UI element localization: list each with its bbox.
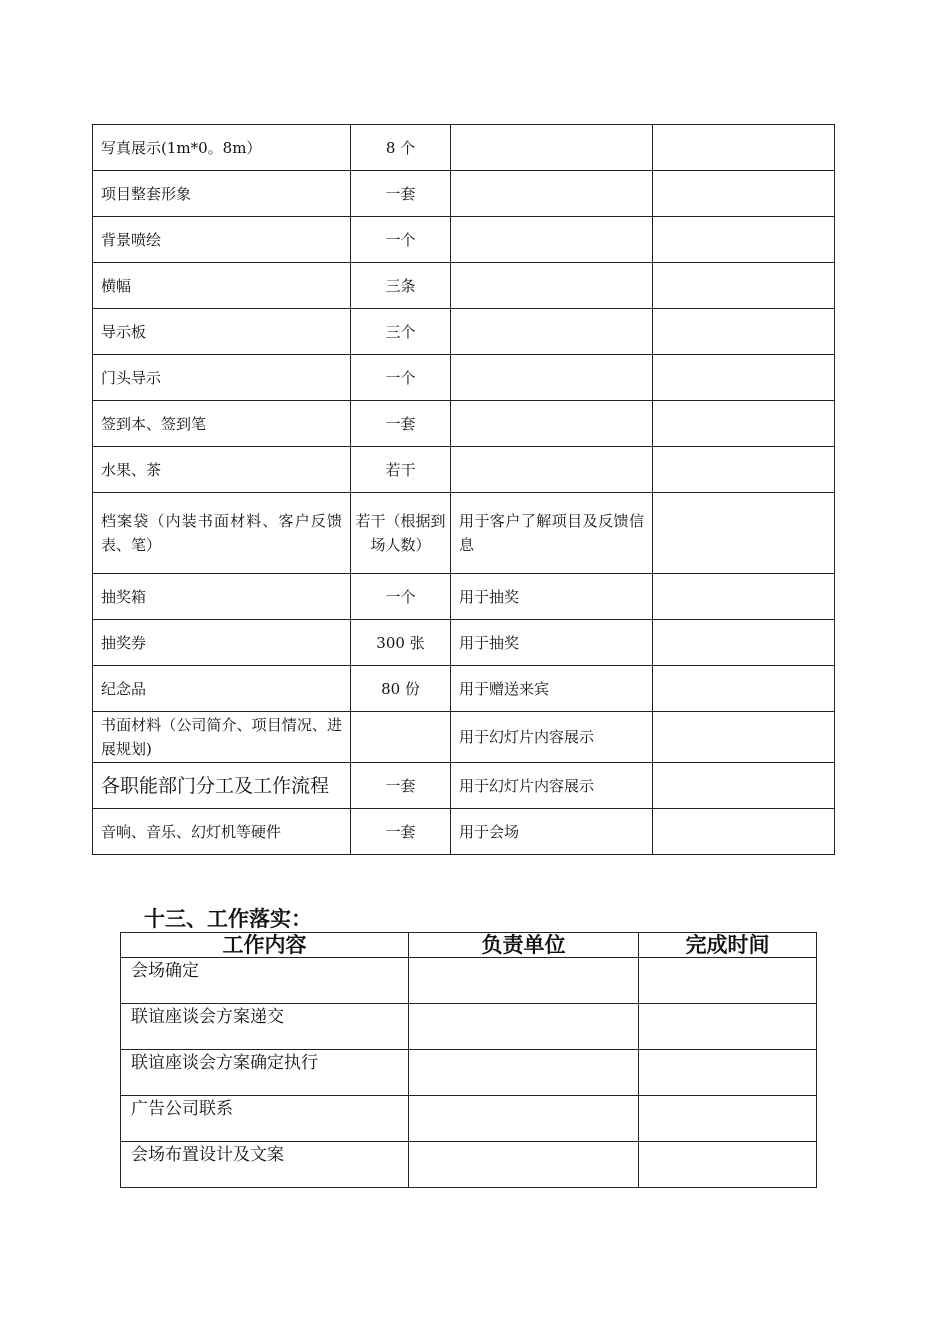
owner-cell — [409, 958, 639, 1004]
column-header-task: 工作内容 — [121, 933, 409, 958]
materials-table — [92, 124, 835, 855]
deadline-cell — [639, 1142, 817, 1188]
purpose-cell — [451, 447, 653, 493]
table-row — [121, 1004, 817, 1050]
item-cell: 抽奖券 — [93, 620, 351, 666]
quantity-cell: 一个 — [351, 574, 451, 620]
purpose-cell — [451, 263, 653, 309]
task-cell: 会场布置设计及文案 — [121, 1142, 409, 1188]
owner-cell — [409, 1050, 639, 1096]
table-row — [93, 712, 835, 763]
item-cell: 写真展示(1m*0。8m） — [93, 125, 351, 171]
notes-cell — [653, 620, 835, 666]
table-row — [93, 666, 835, 712]
table-row — [93, 263, 835, 309]
header-row — [121, 933, 817, 958]
purpose-cell: 用于赠送来宾 — [451, 666, 653, 712]
table-row — [121, 958, 817, 1004]
purpose-cell: 用于抽奖 — [451, 574, 653, 620]
quantity-cell: 一套 — [351, 809, 451, 855]
column-header-deadline: 完成时间 — [639, 933, 817, 958]
table-row — [93, 763, 835, 809]
deadline-cell — [639, 1004, 817, 1050]
table-row — [93, 401, 835, 447]
purpose-cell — [451, 125, 653, 171]
deadline-cell — [639, 958, 817, 1004]
quantity-cell: 三个 — [351, 309, 451, 355]
table-row — [121, 1142, 817, 1188]
notes-cell — [653, 809, 835, 855]
table-row — [93, 309, 835, 355]
purpose-cell — [451, 355, 653, 401]
quantity-cell: 80 份 — [351, 666, 451, 712]
purpose-cell — [451, 171, 653, 217]
purpose-cell — [451, 309, 653, 355]
purpose-cell: 用于抽奖 — [451, 620, 653, 666]
item-cell: 档案袋（内装书面材料、客户反馈表、笔） — [93, 493, 351, 574]
item-cell: 纪念品 — [93, 666, 351, 712]
notes-cell — [653, 763, 835, 809]
quantity-cell: 若干 — [351, 447, 451, 493]
purpose-cell: 用于会场 — [451, 809, 653, 855]
task-cell: 广告公司联系 — [121, 1096, 409, 1142]
notes-cell — [653, 712, 835, 763]
task-cell: 联谊座谈会方案确定执行 — [121, 1050, 409, 1096]
notes-cell — [653, 574, 835, 620]
item-cell: 水果、茶 — [93, 447, 351, 493]
work-assignment-table — [120, 932, 817, 1188]
notes-cell — [653, 125, 835, 171]
deadline-cell — [639, 1096, 817, 1142]
notes-cell — [653, 171, 835, 217]
notes-cell — [653, 493, 835, 574]
quantity-cell — [351, 712, 451, 763]
item-cell: 签到本、签到笔 — [93, 401, 351, 447]
owner-cell — [409, 1096, 639, 1142]
table-row — [93, 493, 835, 574]
quantity-cell: 三条 — [351, 263, 451, 309]
quantity-cell: 若干（根据到场人数） — [351, 493, 451, 574]
notes-cell — [653, 447, 835, 493]
table-row — [93, 620, 835, 666]
table-row — [93, 217, 835, 263]
table-row — [121, 1096, 817, 1142]
item-cell: 各职能部门分工及工作流程 — [93, 763, 351, 809]
item-cell: 横幅 — [93, 263, 351, 309]
quantity-cell: 一套 — [351, 401, 451, 447]
quantity-cell: 300 张 — [351, 620, 451, 666]
purpose-cell: 用于幻灯片内容展示 — [451, 763, 653, 809]
quantity-cell: 一套 — [351, 171, 451, 217]
quantity-cell: 8 个 — [351, 125, 451, 171]
column-header-owner: 负责单位 — [409, 933, 639, 958]
task-cell: 联谊座谈会方案递交 — [121, 1004, 409, 1050]
item-cell: 导示板 — [93, 309, 351, 355]
section-heading: 十三、工作落实： — [144, 906, 312, 931]
table-row — [93, 447, 835, 493]
table-row — [93, 574, 835, 620]
item-cell: 书面材料（公司简介、项目情况、进展规划) — [93, 712, 351, 763]
owner-cell — [409, 1142, 639, 1188]
table-row — [93, 171, 835, 217]
notes-cell — [653, 666, 835, 712]
notes-cell — [653, 309, 835, 355]
notes-cell — [653, 217, 835, 263]
item-cell: 门头导示 — [93, 355, 351, 401]
table-row — [93, 809, 835, 855]
purpose-cell — [451, 401, 653, 447]
item-cell: 项目整套形象 — [93, 171, 351, 217]
task-cell: 会场确定 — [121, 958, 409, 1004]
owner-cell — [409, 1004, 639, 1050]
deadline-cell — [639, 1050, 817, 1096]
purpose-cell: 用于客户了解项目及反馈信息 — [451, 493, 653, 574]
item-cell: 音响、音乐、幻灯机等硬件 — [93, 809, 351, 855]
purpose-cell: 用于幻灯片内容展示 — [451, 712, 653, 763]
notes-cell — [653, 401, 835, 447]
notes-cell — [653, 263, 835, 309]
table-row — [93, 355, 835, 401]
item-cell: 背景喷绘 — [93, 217, 351, 263]
item-cell: 抽奖箱 — [93, 574, 351, 620]
purpose-cell — [451, 217, 653, 263]
table-row — [121, 1050, 817, 1096]
notes-cell — [653, 355, 835, 401]
quantity-cell: 一套 — [351, 763, 451, 809]
quantity-cell: 一个 — [351, 355, 451, 401]
quantity-cell: 一个 — [351, 217, 451, 263]
table-row — [93, 125, 835, 171]
